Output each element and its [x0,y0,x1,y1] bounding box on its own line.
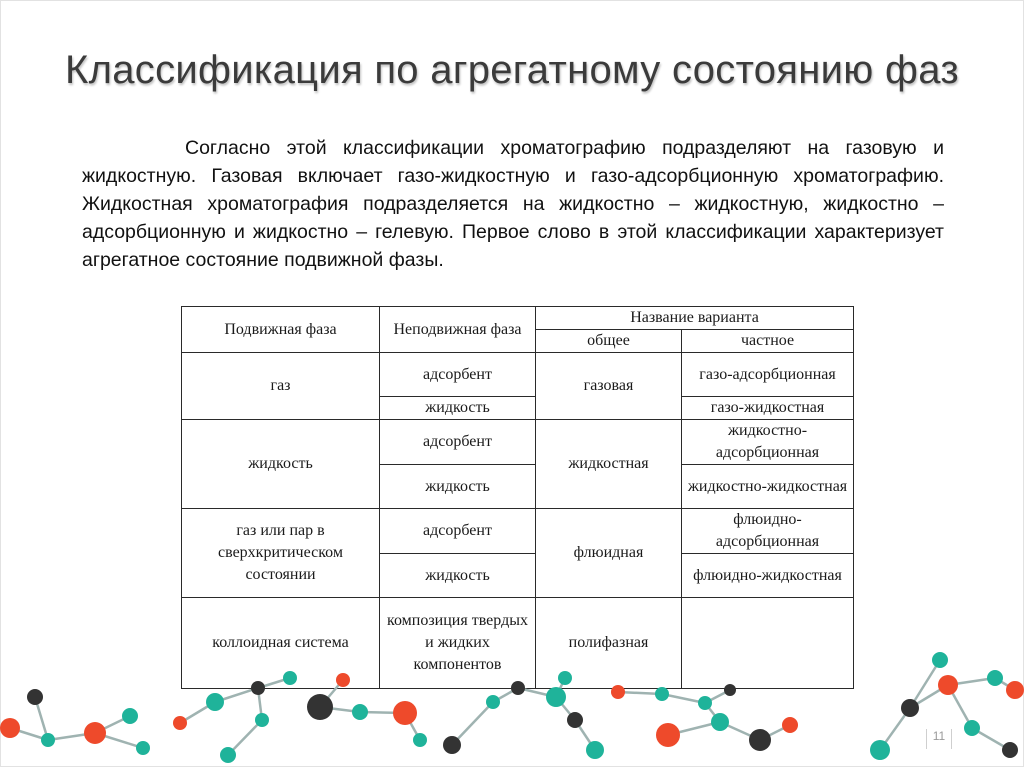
specific-variant-cell: газо-адсорбционная [682,353,854,397]
general-variant-cell: жидкостная [536,420,682,509]
general-variant-cell: газовая [536,353,682,420]
stationary-phase-cell: адсорбент [380,420,536,465]
specific-variant-cell: газо-жидкостная [682,397,854,420]
header-specific: частное [682,330,854,353]
stationary-phase-cell: адсорбент [380,509,536,554]
specific-variant-cell: жидкостно-адсорбционная [682,420,854,465]
phase-classification-table [181,306,854,689]
table-header-row [182,307,854,330]
slide-title: Классификация по агрегатному состоянию фаз [65,48,959,92]
table-row [182,509,854,554]
molecule-decoration [0,640,1024,767]
mobile-phase-cell: жидкость [182,420,380,509]
table-row [182,353,854,397]
stationary-phase-cell: жидкость [380,554,536,598]
mobile-phase-cell: газ [182,353,380,420]
stationary-phase-cell: жидкость [380,465,536,509]
stationary-phase-cell: жидкость [380,397,536,420]
mobile-phase-cell: коллоидная система [182,598,380,689]
header-variant-name: Название варианта [536,307,854,330]
page-number: 11 [926,729,952,749]
specific-variant-cell: жидкостно-жидкостная [682,465,854,509]
mobile-phase-cell: газ или пар в сверхкритическом состоянии [182,509,380,598]
intro-paragraph: Согласно этой классификации хроматографию подразделяют на газовую и жидкостную. Газовая включает газо-жидкостную и газо-адсорбционную хроматографию. Жидкостная хроматография подразделяется на жидкостно – жидкостную, жидкостно – адсорбционную и жидкостно – гелевую. Первое слово в этой классификации характеризует агрегатное состояние подвижной фазы. [82,137,944,271]
general-variant-cell: флюидная [536,509,682,598]
header-stationary-phase: Неподвижная фаза [380,307,536,353]
specific-variant-cell: флюидно-адсорбционная [682,509,854,554]
table-row [182,420,854,465]
specific-variant-cell: флюидно-жидкостная [682,554,854,598]
general-variant-cell: полифазная [536,598,682,689]
stationary-phase-cell: композиция твердых и жидких компонентов [380,598,536,689]
stationary-phase-cell: адсорбент [380,353,536,397]
header-mobile-phase: Подвижная фаза [182,307,380,353]
header-general: общее [536,330,682,353]
